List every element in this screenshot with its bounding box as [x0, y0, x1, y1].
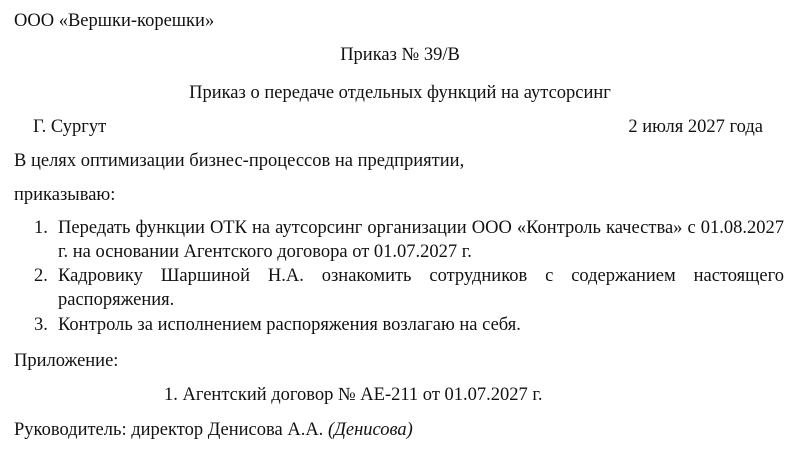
- attachment-item: 1. Агентский договор № АЕ-211 от 01.07.2027 г.: [164, 385, 543, 405]
- order-item: [14, 216, 784, 264]
- order-item-number: 2.: [34, 266, 48, 286]
- attachment-label: Приложение:: [14, 351, 119, 371]
- order-item-text: Передать функции ОТК на аутсорсинг организации ООО «Контроль качества» с 01.08.2027 г. на основании Агентского договора от 01.07.2027 г.: [58, 218, 784, 262]
- city: Г. Сургут: [33, 117, 107, 137]
- preamble-text: В целях оптимизации бизнес-процессов на предприятии,: [14, 151, 465, 171]
- order-item-text: Кадровику Шаршиной Н.А. ознакомить сотрудников с содержанием настоящего распоряжения.: [58, 266, 784, 310]
- order-title: Приказ о передаче отдельных функций на аутсорсинг: [189, 83, 611, 103]
- order-date: 2 июля 2027 года: [628, 117, 763, 137]
- signatory-position: Руководитель: директор Денисова А.А.: [14, 420, 324, 440]
- order-item: [14, 264, 784, 312]
- order-item-text: Контроль за исполнением распоряжения возлагаю на себя.: [58, 315, 521, 335]
- order-item-number: 3.: [34, 315, 48, 335]
- order-word: приказываю:: [14, 185, 116, 205]
- order-item-number: 1.: [34, 218, 48, 238]
- order-number: Приказ № 39/В: [340, 45, 460, 65]
- handwritten-signature: (Денисова): [327, 420, 413, 440]
- order-item: [14, 313, 784, 337]
- company-name: ООО «Вершки-корешки»: [14, 11, 215, 31]
- signature-line: [14, 421, 413, 440]
